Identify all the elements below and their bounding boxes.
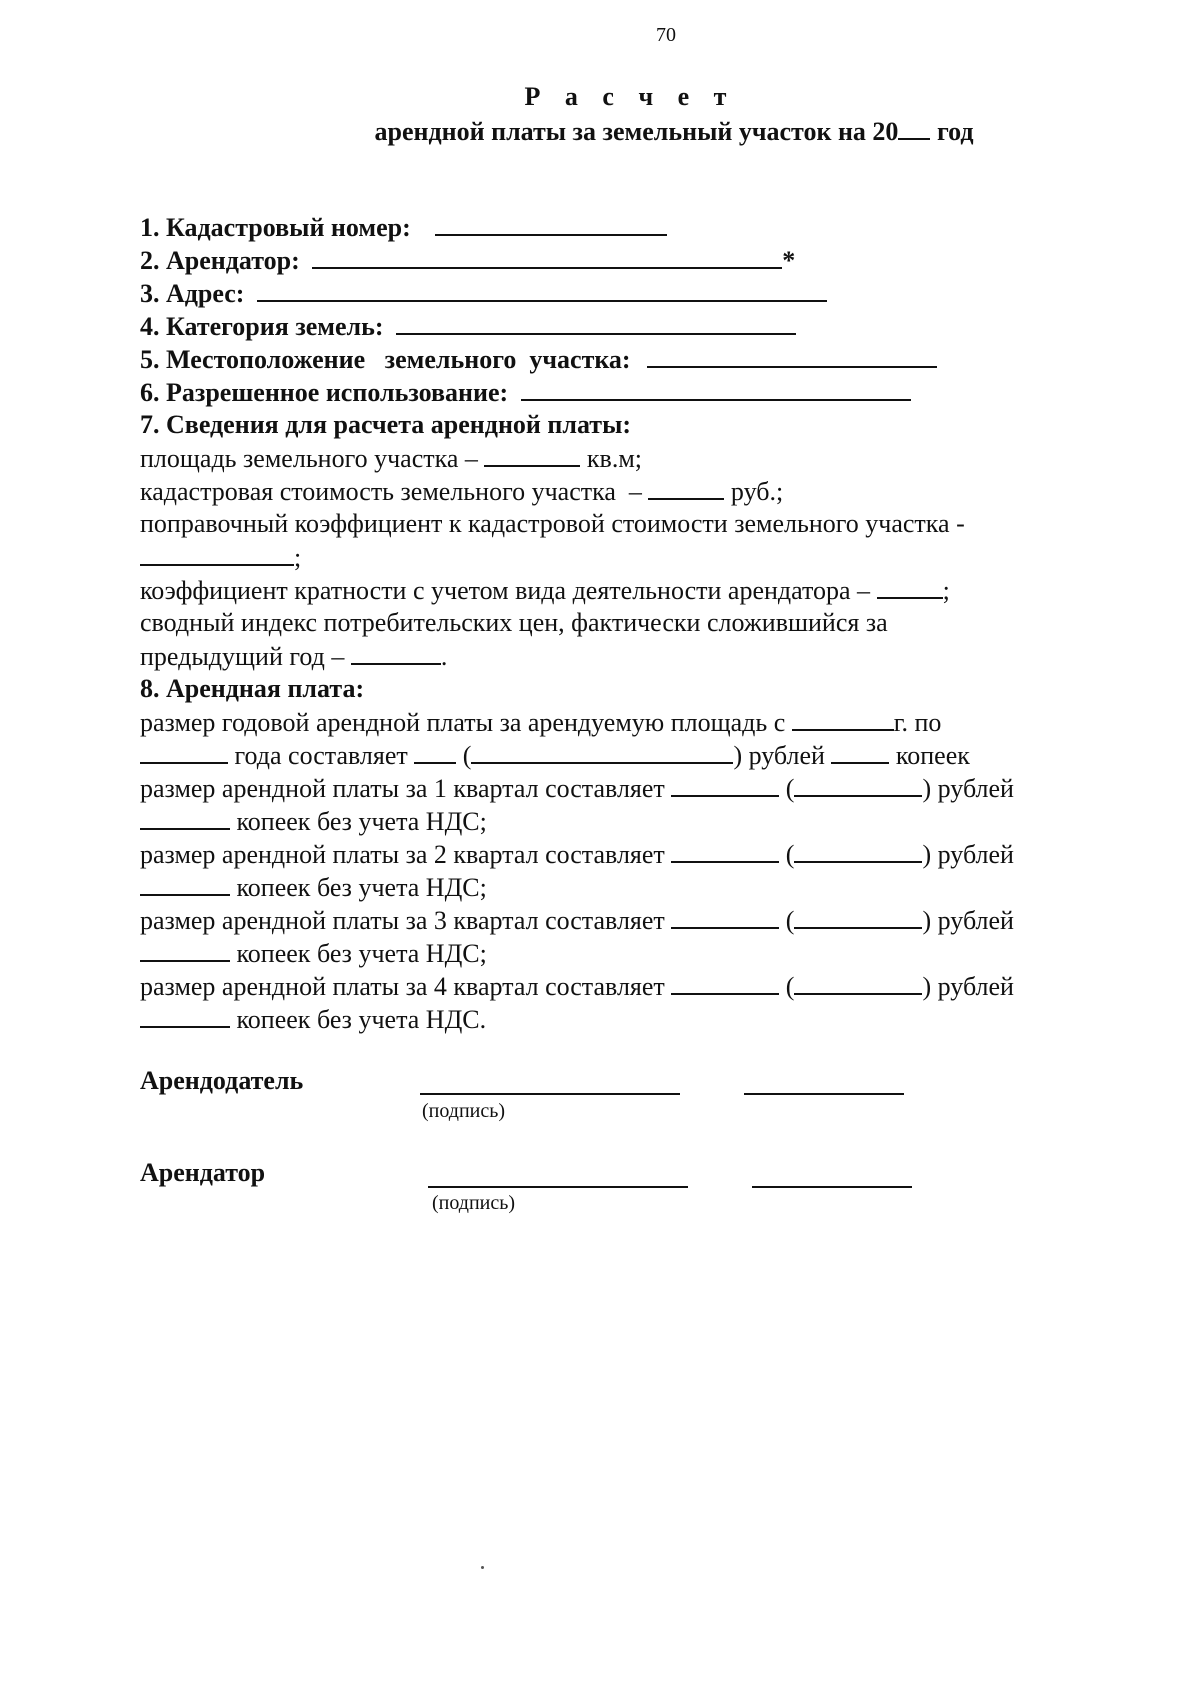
quarter-1-paren-open: ( [779,774,795,803]
tenant-signature-caption: (подпись) [432,1192,516,1214]
correction-coef-row: поправочный коэффициент к кадастровой стоимости земельного участка - [140,509,965,538]
subtitle-year-word: год [930,117,974,146]
quarter-2-words-blank[interactable] [794,839,922,863]
quarter-2-paren-open: ( [779,840,795,869]
correction-coef-end: ; [294,543,302,572]
area-unit: кв.м; [580,444,642,473]
document-subtitle [0,116,1200,147]
tenant-name-line[interactable] [752,1186,912,1188]
annual-rent-row [140,707,941,738]
quarter-3-rubles: ) рублей [922,906,1014,935]
cadastral-number-row [140,212,667,243]
quarter-4-row-2 [140,1004,486,1035]
landlord-signature-caption: (подпись) [422,1100,506,1122]
quarter-3-row-2 [140,938,487,969]
annual-year-text: года составляет [228,741,415,770]
quarter-2-amount-blank[interactable] [671,839,779,863]
quarter-1-label: размер арендной платы за 1 квартал составляет [140,774,672,803]
tenant-footnote-mark: * [782,246,796,275]
annual-end-date-blank[interactable] [140,740,228,764]
quarter-4-tail: копеек без учета НДС. [230,1005,487,1034]
annual-start-date-blank[interactable] [792,707,894,731]
document-title: Р а с ч е т [524,82,736,111]
cpi-blank[interactable] [351,641,441,665]
year-blank[interactable] [898,116,930,140]
quarter-3-row [140,905,1014,936]
quarter-1-words-blank[interactable] [794,773,922,797]
quarter-3-paren-open: ( [779,906,795,935]
landlord-label: Арендодатель [140,1066,304,1095]
quarter-3-tail: копеек без учета НДС; [230,939,487,968]
quarter-4-paren-open: ( [779,972,795,1001]
quarter-4-label: размер арендной платы за 4 квартал составляет [140,972,672,1001]
quarter-2-tail: копеек без учета НДС; [230,873,487,902]
tenant-row [140,245,795,276]
permitted-use-blank[interactable] [521,377,911,401]
quarter-1-rubles: ) рублей [922,774,1014,803]
rent-heading: 8. Арендная плата: [140,674,365,703]
quarter-4-row [140,971,1014,1002]
tenant-label: 2. Арендатор: [140,246,300,275]
area-label: площадь земельного участка – [140,444,485,473]
quarter-4-words-blank[interactable] [794,971,922,995]
quarter-3-label: размер арендной платы за 3 квартал составляет [140,906,672,935]
quarter-3-words-blank[interactable] [794,905,922,929]
area-row [140,443,642,474]
correction-coef-blank[interactable] [140,542,294,566]
quarter-4-rubles: ) рублей [922,972,1014,1001]
tenant-blank[interactable] [312,245,782,269]
quarter-4-amount-blank[interactable] [671,971,779,995]
location-label: 5. Местоположение земельного участка: [140,345,631,374]
cadastral-number-blank[interactable] [435,212,667,236]
cpi-row-2 [140,641,447,672]
quarter-3-kopecks-blank[interactable] [140,938,230,962]
multiplicity-end: ; [942,576,950,605]
cadastral-number-label: 1. Кадастровый номер: [140,213,411,242]
page-number: 70 [656,24,676,46]
annual-kopecks-text: копеек [889,741,970,770]
annual-amount-words-blank[interactable] [471,740,733,764]
quarter-2-rubles: ) рублей [922,840,1014,869]
cadastral-value-label: кадастровая стоимость земельного участка – [140,477,649,506]
quarter-1-row-2 [140,806,487,837]
location-blank[interactable] [647,344,937,368]
calc-info-heading: 7. Сведения для расчета арендной платы: [140,410,632,439]
annual-rent-row-2 [140,740,970,771]
area-blank[interactable] [484,443,580,467]
annual-rent-label: размер годовой арендной платы за арендуемую площадь с [140,708,792,737]
address-blank[interactable] [257,278,827,302]
cadastral-value-blank[interactable] [648,476,724,500]
cpi-label: предыдущий год – [140,642,351,671]
annual-paren-open: ( [456,741,472,770]
annual-amount-blank[interactable] [414,740,456,764]
quarter-2-label: размер арендной платы за 2 квартал составляет [140,840,672,869]
tenant-signature-line[interactable] [428,1186,688,1188]
correction-coef-value-row [140,542,301,573]
quarter-1-kopecks-blank[interactable] [140,806,230,830]
quarter-1-amount-blank[interactable] [671,773,779,797]
landlord-signature-line[interactable] [420,1093,680,1095]
annual-rent-to: г. по [893,708,942,737]
quarter-4-kopecks-blank[interactable] [140,1004,230,1028]
land-category-label: 4. Категория земель: [140,312,384,341]
subtitle-text: арендной платы за земельный участок на 20 [374,117,899,146]
quarter-2-row [140,839,1014,870]
tenant-signature-label: Арендатор [140,1158,266,1187]
land-category-blank[interactable] [396,311,796,335]
quarter-2-row-2 [140,872,487,903]
scan-speck [481,1566,484,1569]
location-row [140,344,937,375]
land-category-row [140,311,796,342]
quarter-2-kopecks-blank[interactable] [140,872,230,896]
cadastral-value-row [140,476,783,507]
cpi-row-1: сводный индекс потребительских цен, фактически сложившийся за [140,608,888,637]
annual-kopecks-blank[interactable] [831,740,889,764]
quarter-3-amount-blank[interactable] [671,905,779,929]
address-row [140,278,827,309]
multiplicity-blank[interactable] [877,575,943,599]
cpi-end: . [440,642,448,671]
cadastral-value-unit: руб.; [724,477,784,506]
quarter-1-row [140,773,1014,804]
landlord-name-line[interactable] [744,1093,904,1095]
quarter-1-tail: копеек без учета НДС; [230,807,487,836]
multiplicity-row [140,575,950,606]
permitted-use-row [140,377,911,408]
permitted-use-label: 6. Разрешенное использование: [140,378,509,407]
multiplicity-label: коэффициент кратности с учетом вида деятельности арендатора – [140,576,877,605]
address-label: 3. Адрес: [140,279,245,308]
annual-rubles-text: ) рублей [733,741,832,770]
